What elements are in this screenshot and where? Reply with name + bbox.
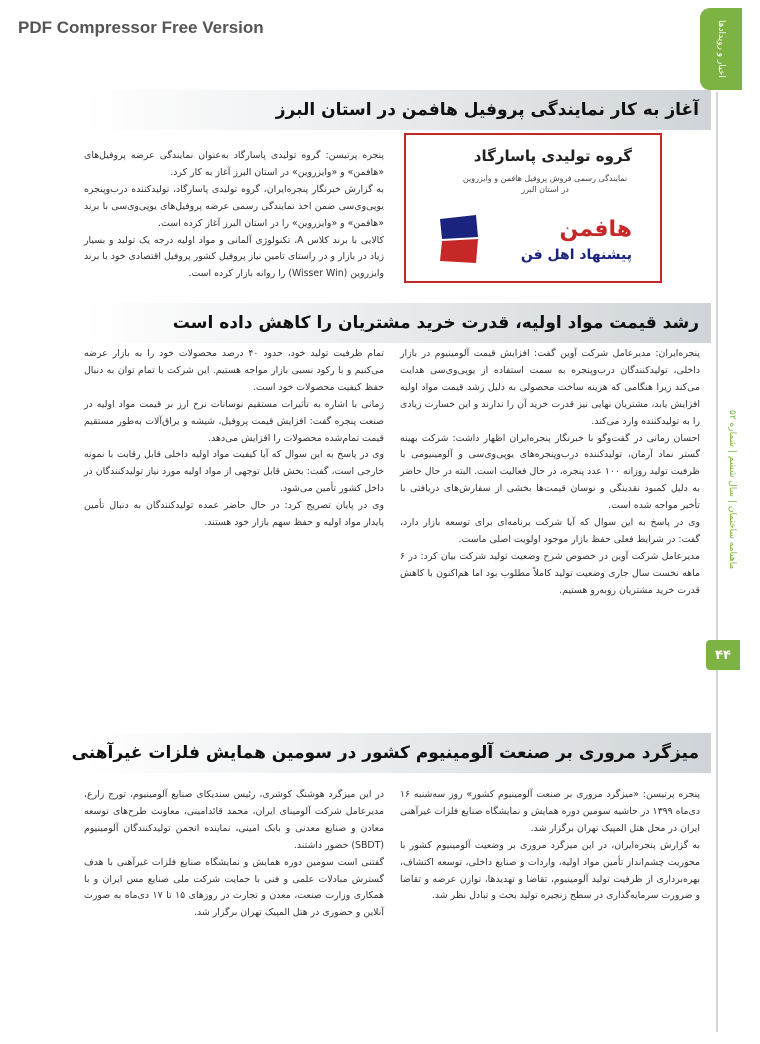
paragraph: گفتنی است سومین دوره همایش و نمایشگاه صنایع فلزات غیرآهنی با هدف گسترش مبادلات علمی و فنی با حمایت شرکت ملی صنایع مس ایران و با همکاری وزارت صنعت، معدن و تجارت در روزهای ۱۵ تا ۱۷ دی‌ماه به صورت آنلاین و حضوری در هتل المپیک تهران برگزار شد.: [84, 856, 384, 919]
article1-body: [84, 148, 384, 283]
ad-subtitle: نمایندگی رسمی فروش پروفیل هافمن و وایزروین در استان البرز: [462, 174, 628, 194]
side-divider: [716, 92, 718, 1032]
ad-slogan: پیشنهاد اهل فن: [520, 247, 632, 263]
paragraph: پنجره‌ایران: مدیرعامل شرکت آوین گفت: افزایش قیمت آلومینیوم در بازار داخلی، تولیدکنندگان درب‌وپنجره به سمت استفاده از یوپی‌وی‌سی هدایت می‌کند زیرا هنگامی که هزینه ساخت محصولی به دلیل رشد قیمت مواد اولیه افزایش یابد، مشتریان نهایی نیز قدرت خرید آن را ندارند و این خسارت زیادی را به تولیدکننده وارد می‌کند.: [400, 348, 700, 427]
article3-left-column: [84, 787, 384, 922]
paragraph: به گزارش پنجره‌ایران، در این میزگرد مروری بر وضعیت آلومینیوم کشور با محوریت چشم‌انداز تأمین مواد اولیه، واردات و صنایع داخلی، توسعه اکتشاف، بهره‌برداری از ظرفیت تولید آلومینیوم، تقاضا و تهدیدها، توازن عرضه و تقاضا و ضرورت سرمایه‌گذاری در سطح زنجیره تولید بحث و تبادل نظر شد.: [400, 839, 700, 902]
article3-title: میزگرد مروری بر صنعت آلومینیوم کشور در سومین همایش فلزات غیرآهنی: [71, 743, 699, 763]
paragraph: کالایی با برند کلاس A، تکنولوژی آلمانی و مواد اولیه درجه یک تولید و بسیار زیاد در بازار و در راستای تامین نیاز پروفیل کشور پروفیل اقتصادی خود با برند وایزروین (Wisser Win) را روانه بازار کرده است.: [84, 234, 384, 280]
section-tab-label: اخبار و رویدادها: [716, 20, 726, 78]
section-tab: [700, 8, 742, 90]
article2-left-column: [84, 346, 384, 532]
watermark: PDF Compressor Free Version: [18, 18, 264, 37]
paragraph: مدیرعامل شرکت آوین در خصوص شرح وضعیت تولید شرکت بیان کرد: در ۶ ماهه نخست سال جاری وضعیت تولید کاملاً مطلوب بود اما هم‌اکنون با کاهش قدرت خرید مشتریان روبه‌رو هستیم.: [400, 550, 700, 596]
advertisement: [404, 133, 662, 283]
paragraph: پنجره پرتیسن: «میزگرد مروری بر صنعت آلومینیوم کشور» روز سه‌شنبه ۱۶ دی‌ماه ۱۳۹۹ در حاشیه سومین دوره همایش و نمایشگاه صنایع فلزات غیرآهنی ایران در محل هتل المپیک تهران برگزار شد.: [400, 789, 700, 834]
paragraph: وی در پاسخ به این سوال که آیا شرکت برنامه‌ای برای توسعه بازار دارد، گفت: در شرایط فعلی حفظ بازار موجود اولویت اصلی ماست.: [400, 517, 700, 545]
article2-banner: [86, 303, 711, 343]
ad-title: گروه تولیدی پاسارگاد: [473, 147, 632, 165]
page-number: ۴۴: [706, 640, 740, 670]
paragraph: پنجره پرتیسن: گروه تولیدی پاسارگاد به‌عنوان نمایندگی عرضه پروفیل‌های «هافمن» و «وایزروین» در استان البرز آغاز به کار کرد.: [84, 150, 384, 178]
article3-banner: [71, 733, 711, 773]
article3-right-column: [400, 787, 700, 905]
article1-title: آغاز به کار نمایندگی پروفیل هافمن در استان البرز: [275, 100, 699, 120]
running-header: ماهنامه ساختمان | سال ششم | شماره ۵۲: [727, 410, 737, 570]
hoffman-logo-icon: [436, 213, 482, 265]
paragraph: وی در پاسخ به این سوال که آیا کیفیت مواد اولیه داخلی قابل رقابت با نمونه خارجی است، گفت: بخش قابل توجهی از مواد اولیه مورد نیاز تولیدکنندگان در داخل کشور تأمین می‌شود.: [84, 449, 384, 495]
article1-banner: [86, 90, 711, 130]
paragraph: در این میزگرد هوشنگ کوشری، رئیس سندیکای صنایع آلومینیوم، تورج زارع، مدیرعامل شرکت آلومینای ایران، محمد قائدامینی، معاونت طرح‌های توسعه معادن و صنایع معدنی و بابک امینی، نماینده انجمن تولیدکنندگان آلومینیوم (SBDT) حضور داشتند.: [84, 789, 384, 851]
article2-right-column: [400, 346, 700, 600]
article2-title: رشد قیمت مواد اولیه، قدرت خرید مشتریان را کاهش داده است: [172, 313, 699, 333]
paragraph: به گزارش خبرنگار پنجره‌ایران، گروه تولیدی پاسارگاد، تولیدکننده درب‌وپنجره یوپی‌وی‌سی ضمن اخذ نمایندگی رسمی عرضه پروفیل‌های یوپی‌وی‌سی با برند «هافمن» و «وایزروین» را در استان البرز آغاز کرده است.: [84, 183, 384, 229]
paragraph: وی در پایان تصریح کرد: در حال حاضر عمده تولیدکنندگان به دنبال تأمین پایدار مواد اولیه و حفظ سهم بازار خود هستند.: [84, 500, 384, 529]
ad-brand: هافمن: [559, 217, 632, 242]
paragraph: زمانی با اشاره به تأثیرات مستقیم نوسانات نرخ ارز بر قیمت مواد اولیه در صنعت پنجره گفت: افزایش قیمت پروفیل، شیشه و یراق‌آلات به‌طور مستقیم قیمت تمام‌شده محصولات را افزایش می‌دهد.: [84, 398, 384, 444]
paragraph: احسان زمانی در گفت‌وگو با خبرنگار پنجره‌ایران اظهار داشت: شرکت بهینه گستر نماد آرمان، تولیدکننده درب‌وپنجره‌های یوپی‌وی‌سی و آلومینیومی با ظرفیت تولید روزانه ۱۰۰ عدد پنجره، در حال فعالیت است. البته در حال حاضر به دلیل کمبود نقدینگی و نوسان قیمت‌ها بخشی از سفارش‌های دریافتی با تأخیر مواجه شده است.: [400, 432, 700, 512]
paragraph: تمام ظرفیت تولید خود، حدود ۴۰ درصد محصولات خود را به بازار عرضه می‌کنیم و با رکود نسبی بازار مواجه هستیم. این شرکت با تمام توان به دنبال حفظ کیفیت محصولات خود است.: [84, 348, 384, 393]
